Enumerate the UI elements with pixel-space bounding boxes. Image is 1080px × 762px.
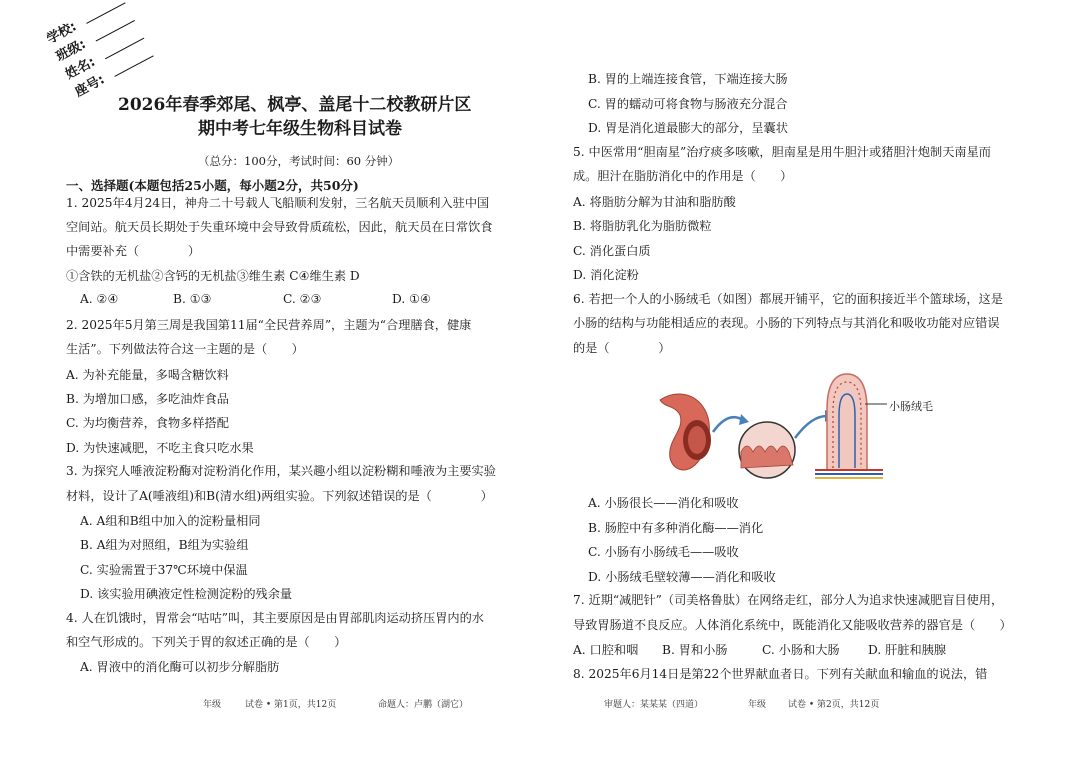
footer-page-left: 试卷 • 第1页，共12页 (245, 700, 337, 710)
arrow-2 (795, 416, 827, 438)
class-blank (96, 20, 135, 42)
exam-title-line1: 2026年春季郊尾、枫亭、盖尾十二校教研片区 (118, 95, 472, 115)
villus-label: 小肠绒毛 (889, 400, 933, 413)
class-label: 班级: (53, 36, 89, 65)
q4-option-d: D. 胃是消化道最膨大的部分，呈囊状 (588, 121, 788, 135)
villus-icon (815, 374, 883, 478)
q1-line4: ①含铁的无机盐②含钙的无机盐③维生素 C④维生素 D (66, 269, 360, 283)
footer-page-right: 试卷 • 第2页，共12页 (788, 700, 880, 710)
q7-option-b: B. 胃和小肠 (662, 643, 728, 657)
q2-option-a: A. 为补充能量，多喝含糖饮料 (66, 368, 229, 382)
q3-option-c: C. 实验需置于37℃环境中保温 (80, 563, 248, 577)
q3-option-b: B. A组为对照组，B组为实验组 (80, 538, 249, 552)
arrow-1 (713, 417, 743, 432)
footer-grade-right: 年级 (748, 700, 767, 710)
q8-line1: 8. 2025年6月14日是第22个世界献血者日。下列有关献血和输血的说法，错 (573, 667, 988, 681)
q1-option-d: D. ①④ (392, 292, 431, 306)
q4-line2: 和空气形成的。下列关于胃的叙述正确的是（ ） (66, 635, 347, 649)
q1-line1: 1. 2025年4月24日，神舟二十号载人飞船顺利发射，三名航天员顺利入驻中国 (66, 196, 490, 210)
q1-line3: 中需要补充（ ） (66, 244, 201, 258)
q2-option-c: C. 为均衡营养，食物多样搭配 (66, 416, 229, 430)
footer-author: 命题人：卢鹏（湖它） (378, 700, 469, 710)
q4-option-a: A. 胃液中的消化酶可以初步分解脂肪 (80, 660, 280, 674)
q5-line2: 成。胆汁在脂肪消化中的作用是（ ） (573, 169, 793, 183)
q3-option-d: D. 该实验用碘液定性检测淀粉的残余量 (80, 587, 293, 601)
school-label: 学校: (44, 19, 80, 48)
q1-option-a: A. ②④ (80, 292, 119, 306)
q4-option-b: B. 胃的上端连接食管，下端连接大肠 (588, 72, 788, 86)
name-blank (105, 38, 144, 60)
q7-option-c: C. 小肠和大肠 (762, 643, 840, 657)
q7-line1: 7. 近期“减肥针”（司美格鲁肽）在网络走红，部分人为追求快速减肥盲目使用， (573, 593, 1004, 607)
q4-line1: 4. 人在饥饿时，胃常会“咕咕”叫，其主要原因是由胃部肌肉运动挤压胃内的水 (66, 611, 484, 625)
section-heading: 一、选择题(本题包括25小题，每小题2分，共50分) (66, 178, 359, 193)
q6-option-b: B. 肠腔中有多种消化酶——消化 (588, 521, 764, 535)
q1-option-b: B. ①③ (173, 292, 212, 306)
footer-reviewer: 审题人：某某某（四道） (604, 700, 704, 710)
q6-option-a: A. 小肠很长——消化和吸收 (588, 496, 739, 510)
school-blank (86, 2, 125, 24)
seat-blank (114, 55, 153, 77)
q2-option-b: B. 为增加口感，多吃油炸食品 (66, 392, 229, 406)
seat-label: 座号: (72, 72, 108, 101)
q7-line2: 导致胃肠道不良反应。人体消化系统中，既能消化又能吸收营养的器官是（ ） (573, 618, 1012, 632)
q3-line1: 3. 为探究人唾液淀粉酶对淀粉消化作用，某兴趣小组以淀粉糊和唾液为主要实验 (66, 464, 496, 478)
q3-line2: 材料，设计了A(唾液组)和B(清水组)两组实验。下列叙述错误的是（ ） (66, 489, 493, 503)
q5-line1: 5. 中医常用“胆南星”治疗痰多咳嗽，胆南星是用牛胆汁或猪胆汁炮制天南星而 (573, 145, 991, 159)
small-intestine-villi-figure (655, 370, 915, 482)
q6-option-c: C. 小肠有小肠绒毛——吸收 (588, 545, 739, 559)
exam-title-line2: 期中考七年级生物科目试卷 (198, 119, 402, 139)
q1-line2: 空间站。航天员长期处于失重环境中会导致骨质疏松，因此，航天员在日常饮食 (66, 220, 493, 234)
q1-option-c: C. ②③ (283, 292, 322, 306)
q6-line3: 的是（ ） (573, 341, 671, 355)
q2-line2: 生活”。下列做法符合这一主题的是（ ） (66, 342, 304, 356)
q6-line1: 6. 若把一个人的小肠绒毛（如图）都展开铺平，它的面积接近半个篮球场，这是 (573, 292, 1003, 306)
q2-line1: 2. 2025年5月第三周是我国第11届“全民营养周”，主题为“合理膳食，健康 (66, 318, 472, 332)
footer-grade-left: 年级 (203, 700, 222, 710)
exam-meta: （总分：100分，考试时间：60 分钟） (198, 154, 400, 168)
q2-option-d: D. 为快速减肥，不吃主食只吃水果 (66, 441, 254, 455)
q7-option-a: A. 口腔和咽 (573, 643, 639, 657)
name-label: 姓名: (63, 54, 98, 83)
q5-option-b: B. 将脂肪乳化为脂肪微粒 (573, 219, 712, 233)
q5-option-a: A. 将脂肪分解为甘油和脂肪酸 (573, 195, 736, 209)
magnified-section-icon (739, 422, 795, 478)
q4-option-c: C. 胃的蠕动可将食物与肠液充分混合 (588, 97, 788, 111)
q7-option-d: D. 肝脏和胰腺 (868, 643, 947, 657)
q6-line2: 小肠的结构与功能相适应的表现。小肠的下列特点与其消化和吸收功能对应错误 (573, 316, 1000, 330)
q5-option-c: C. 消化蛋白质 (573, 244, 651, 258)
intestine-section-icon (660, 394, 711, 470)
q3-option-a: A. A组和B组中加入的淀粉量相同 (80, 514, 261, 528)
q5-option-d: D. 消化淀粉 (573, 268, 639, 282)
arrow-1-head (739, 414, 749, 425)
q6-option-d: D. 小肠绒毛壁较薄——消化和吸收 (588, 570, 776, 584)
